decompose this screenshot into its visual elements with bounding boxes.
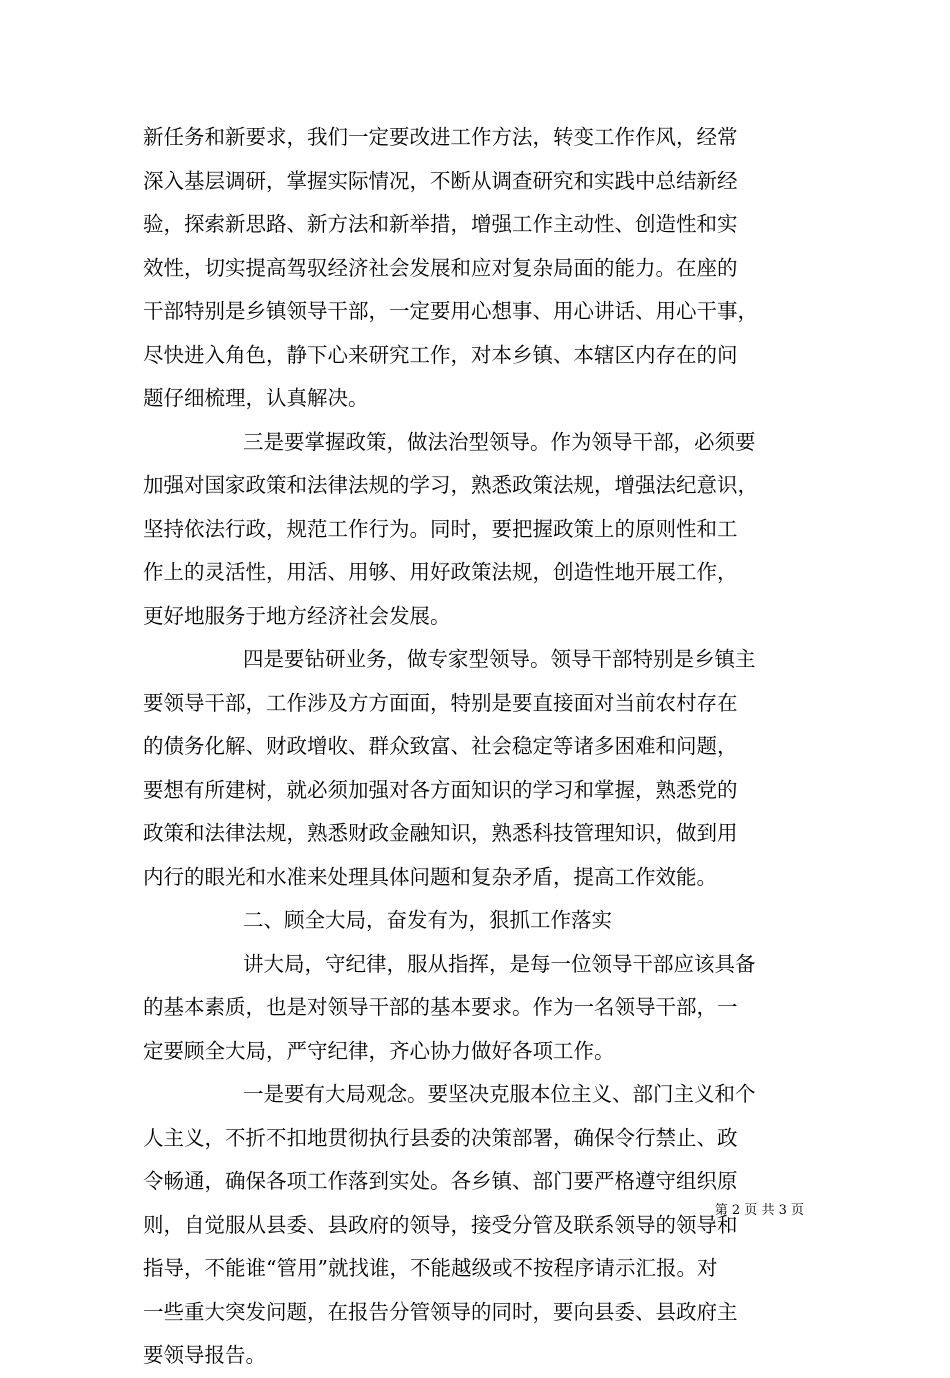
text-line: 定要顾全大局，严守纪律，齐心协力做好各项工作。 (143, 1038, 615, 1063)
text-line: 要想有所建树，就必须加强对各方面知识的学习和掌握，熟悉党的 (143, 777, 738, 802)
text-line: 一些重大突发问题，在报告分管领导的同时，要向县委、县政府主 (143, 1299, 738, 1324)
text-line: 干部特别是乡镇领导干部，一定要用心想事、用心讲话、用心干事， (143, 299, 758, 323)
text-line: 令畅通，确保各项工作落到实处。各乡镇、部门要严格遵守组织原 (143, 1169, 738, 1193)
text-line: 三是要掌握政策，做法治型领导。作为领导干部，必须要 (243, 429, 756, 454)
text-line: 二、顾全大局，奋发有为，狠抓工作落实 (243, 908, 612, 932)
text-line: 讲大局，守纪律，服从指挥，是每一位领导干部应该具备 (243, 951, 756, 976)
text-line: 加强对国家政策和法律法规的学习，熟悉政策法规，增强法纪意识， (143, 473, 758, 497)
text-line: 指导，不能谁“管用”就找谁，不能越级或不按程序请示汇报。对 (143, 1256, 718, 1280)
page-number-footer: 第 2 页 共 3 页 (714, 1203, 804, 1218)
text-line: 坚持依法行政，规范工作行为。同时，要把握政策上的原则性和工 (143, 516, 738, 541)
text-line: 政策和法律法规，熟悉财政金融知识，熟悉科技管理知识，做到用 (143, 821, 738, 845)
text-line: 四是要钻研业务，做专家型领导。领导干部特别是乡镇主 (243, 647, 756, 671)
text-line: 作上的灵活性，用活、用够、用好政策法规，创造性地开展工作， (143, 560, 738, 584)
text-line: 题仔细梳理，认真解决。 (143, 386, 369, 410)
text-line: 新任务和新要求，我们一定要改进工作方法，转变工作作风，经常 (143, 125, 738, 149)
text-line: 尽快进入角色，静下心来研究工作，对本乡镇、本辖区内存在的问 (143, 342, 738, 367)
text-line: 更好地服务于地方经济社会发展。 (143, 603, 451, 628)
text-line: 效性，切实提高驾驭经济社会发展和应对复杂局面的能力。在座的 (143, 255, 738, 280)
text-line: 的基本素质，也是对领导干部的基本要求。作为一名领导干部，一 (143, 995, 738, 1019)
text-line: 要领导干部，工作涉及方方面面，特别是要直接面对当前农村存在 (143, 690, 738, 715)
text-line: 的债务化解、财政增收、群众致富、社会稳定等诸多困难和问题， (143, 734, 738, 758)
text-line: 则，自觉服从县委、县政府的领导，接受分管及联系领导的领导和 (143, 1212, 738, 1237)
text-line: 深入基层调研，掌握实际情况，不断从调查研究和实践中总结新经 (143, 168, 738, 193)
text-line: 要领导报告。 (143, 1343, 266, 1367)
text-line: 验，探索新思路、新方法和新举措，增强工作主动性、创造性和实 (143, 212, 738, 236)
text-line: 人主义，不折不扣地贯彻执行县委的决策部署，确保令行禁止、政 (143, 1125, 738, 1150)
text-line: 一是要有大局观念。要坚决克服本位主义、部门主义和个 (243, 1082, 756, 1106)
text-line: 内行的眼光和水准来处理具体问题和复杂矛盾，提高工作效能。 (143, 864, 717, 889)
document-body (143, 116, 815, 1378)
